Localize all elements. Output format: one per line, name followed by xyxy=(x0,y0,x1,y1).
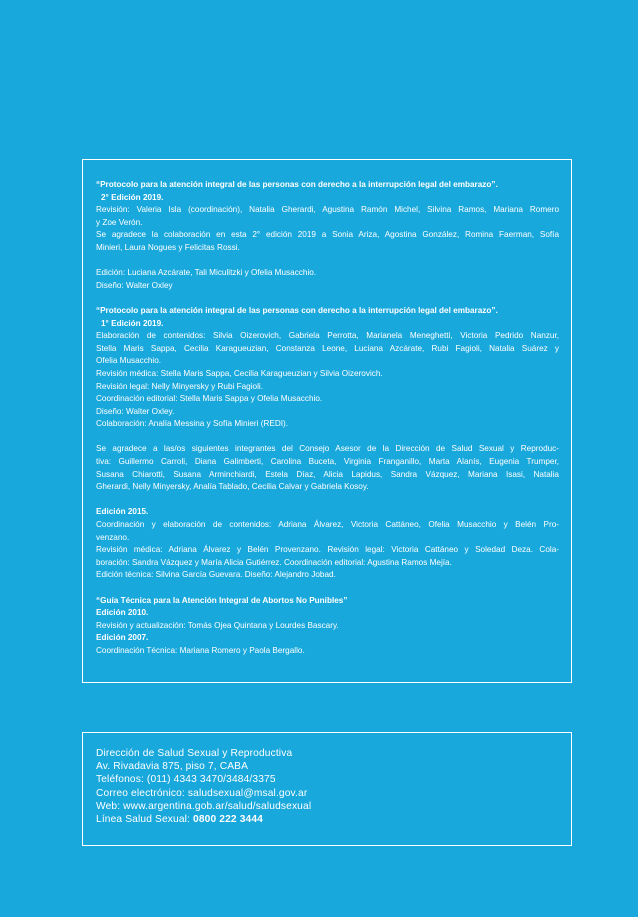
hotline-number: 0800 222 3444 xyxy=(193,814,263,826)
edition-2019-1st: 1° Edición 2019. xyxy=(101,318,164,328)
edition-2015-line-1: Coordinación y elaboración de contenidos: Adriana Álvarez, Victoria Cattáneo, Ofelia Musacchio y Belén Pro- xyxy=(96,520,559,530)
design-credits-1st: Diseño: Walter Oxley. xyxy=(96,406,175,416)
contents-line-1: Elaboración de contenidos: Silvia Oizerovich, Gabriela Perrotta, Marianela Meneghetti, Victoria Pedrido Nanzur, xyxy=(96,331,559,341)
edition-2015-line-3: Revisión médica: Adriana Álvarez y Belén Provenzano. Revisión legal: Victoria Cattáneo y Soledad Deza. Cola- xyxy=(96,545,559,555)
contents-line-3: Ofelia Musacchio. xyxy=(96,356,162,366)
edition-2010: Edición 2010. xyxy=(96,608,149,618)
advisory-line-1: Se agradece a las/os siguientes integrantes del Consejo Asesor de la Dirección de Salud Sexual y Reproduc- xyxy=(96,444,559,454)
edition-2007-credits: Coordinación Técnica: Mariana Romero y Paola Bergallo. xyxy=(96,645,305,655)
edition-2015: Edición 2015. xyxy=(96,507,149,517)
protocol-title-2nd: “Protocolo para la atención integral de las personas con derecho a la interrupción legal del embarazo”. xyxy=(96,180,498,189)
editorial-coordination: Coordinación editorial: Stella Maris Sappa y Ofelia Musacchio. xyxy=(96,394,323,404)
office-web: Web: www.argentina.gob.ar/salud/saludsexual xyxy=(96,800,312,812)
edition-2015-line-5: Edición técnica: Silvina García Guevara. Diseño: Alejandro Jobad. xyxy=(96,570,336,580)
thanks-line-2: Minieri, Laura Nogues y Felicitas Rossi. xyxy=(96,242,240,252)
office-name: Dirección de Salud Sexual y Reproductiva xyxy=(96,748,293,759)
edition-2015-line-4: boración: Sandra Vázquez y María Alicia Gutiérrez. Coordinación editorial: Agustina Ramos Mejía. xyxy=(96,557,452,567)
advisory-line-4: Gherardi, Nelly Minyersky, Analía Tablado, Cecilia Calvar y Gabriela Kosoy. xyxy=(96,482,369,492)
edition-2007: Edición 2007. xyxy=(96,633,149,643)
collaboration: Colaboración: Analía Messina y Sofía Minieri (REDI). xyxy=(96,419,289,429)
office-email: Correo electrónico: saludsexual@msal.gov.ar xyxy=(96,787,308,799)
revision-line-2: y Zoe Verón. xyxy=(96,217,143,227)
legal-review: Revisión legal: Nelly Minyersky y Rubi Fagioli. xyxy=(96,381,263,391)
medical-review: Revisión médica: Stella Maris Sappa, Cecilia Karagueuzian y Silvia Oizerovich. xyxy=(96,368,383,378)
edition-credits: Edición: Luciana Azcárate, Tali Miculitzki y Ofelia Musacchio. xyxy=(96,268,317,278)
credits-box xyxy=(82,159,572,683)
revision-line-1: Revisión: Valeria Isla (coordinación), Natalia Gherardi, Agustina Ramón Michel, Silvina Ramos, Mariana Romero xyxy=(96,205,559,215)
office-address: Av. Rivadavia 875, piso 7, CABA xyxy=(96,761,249,773)
edition-2015-line-2: venzano. xyxy=(96,532,130,542)
contents-line-2: Stella Maris Sappa, Cecilia Karagueuzian, Constanza Leone, Luciana Azcárate, Rubi Fagioli, Natalia Suárez y xyxy=(96,343,559,353)
thanks-line-1: Se agradece la colaboración en esta 2° edición 2019 a Sonia Ariza, Agostina González, Romina Faerman, Sofía xyxy=(96,230,559,240)
hotline-label: Línea Salud Sexual: xyxy=(96,814,194,826)
office-phones: Teléfonos: (011) 4343 3470/3484/3375 xyxy=(96,774,276,786)
protocol-title-1st: “Protocolo para la atención integral de las personas con derecho a la interrupción legal del embarazo”. xyxy=(96,305,498,315)
hotline xyxy=(96,813,571,826)
guide-title: “Guía Técnica para la Atención Integral de Abortos No Punibles” xyxy=(96,595,348,605)
advisory-line-3: Susana Chiarotti, Susana Arminchiardi, Estela Díaz, Alicia Lapidus, Sandra Vázquez, Mariana Isasi, Natalia xyxy=(96,469,559,479)
advisory-line-2: tiva: Guillermo Carroli, Diana Galimberti, Carolina Buceta, Virginia Franganillo, Marta Alanís, Eugenia Trumper, xyxy=(96,457,559,467)
design-credits: Diseño: Walter Oxley xyxy=(96,280,173,290)
contact-box xyxy=(82,732,572,846)
edition-2019-2nd: 2° Edición 2019. xyxy=(101,192,164,202)
edition-2010-credits: Revisión y actualización: Tomás Ojea Quintana y Lourdes Bascary. xyxy=(96,620,339,630)
